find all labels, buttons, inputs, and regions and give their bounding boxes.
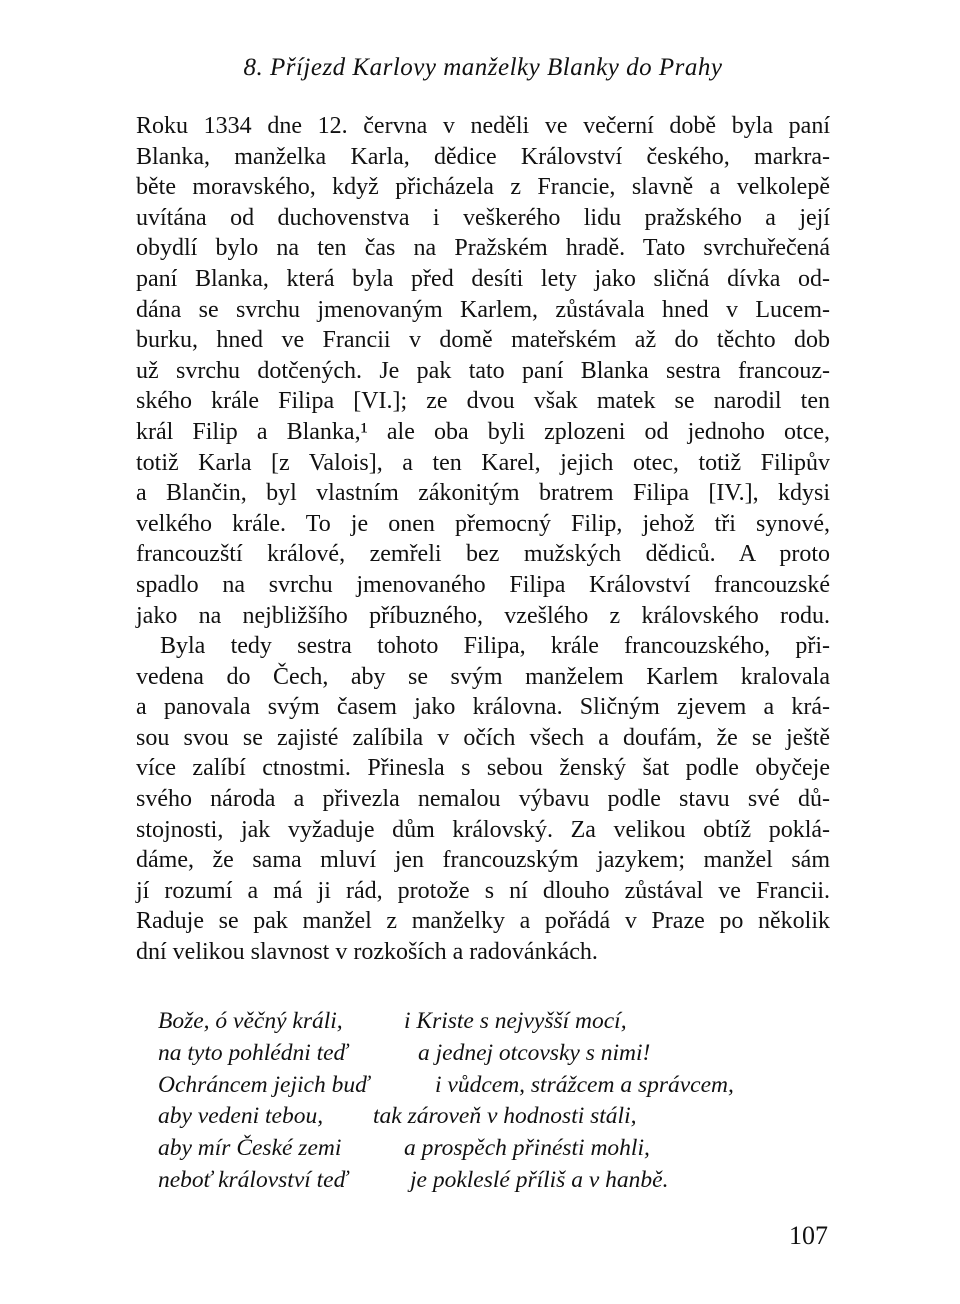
body-text: [136, 111, 830, 968]
text-line: jí rozumí a má ji rád, protože s ní dlouho zůstával ve Francii.: [136, 877, 830, 904]
text-line: více zalíbí ctnostmi. Přinesla s sebou ženský šat podle obyčeje: [136, 755, 830, 782]
poem-hemistich-second: tak zároveň v hodnosti stáli,: [373, 1103, 637, 1130]
poem-hemistich-first: aby vedeni tebou,: [158, 1103, 324, 1130]
text-line: a panovala svým časem jako královna. Sličným zjevem a krá-: [136, 694, 830, 721]
text-line: a Blančin, byl vlastním zákonitým bratrem Filipa [IV.], kdysi: [136, 480, 830, 507]
text-line: sou svou se zajisté zalíbila v očích všech a doufám, že se ještě: [136, 724, 830, 751]
text-line: král Filip a Blanka,¹ ale oba byli zplozeni od jednoho otce,: [136, 418, 830, 445]
text-line: paní Blanka, která byla před desíti lety jako sličná dívka od-: [136, 265, 830, 292]
text-line: už svrchu dotčených. Je pak tato paní Blanka sestra francouz-: [136, 357, 830, 384]
poem-line: [158, 1038, 838, 1070]
chapter-title: 8. Příjezd Karlovy manželky Blanky do Prahy: [243, 54, 723, 81]
text-line: Raduje se pak manžel z manželky a pořádá v Praze po několik: [136, 908, 830, 935]
text-line: francouzští králové, zemřeli bez mužských dědiců. A proto: [136, 541, 830, 568]
text-line: uvítána od duchovenstva i veškerého lidu pražského a její: [136, 204, 830, 231]
text-line: dní velikou slavnost v rozkoších a radovánkách.: [136, 939, 598, 966]
text-line: totiž Karla [z Valois], a ten Karel, jejich otec, totiž Filipův: [136, 449, 830, 476]
text-line: běte moravského, když přicházela z Francie, slavně a velkolepě: [136, 174, 830, 201]
text-line: dána se svrchu jmenovaným Karlem, zůstávala hned v Lucem-: [136, 296, 830, 323]
poem-hemistich-second: i Kriste s nejvyšší mocí,: [404, 1008, 627, 1034]
poem-hemistich-first: Bože, ó věčný králi,: [158, 1008, 343, 1034]
text-line: jako na nejbližšího příbuzného, vzešlého z královského rodu.: [136, 602, 830, 629]
text-line: Blanka, manželka Karla, dědice Království českého, markra-: [136, 143, 830, 170]
text-line: stojnosti, jak vyžaduje dům královský. Za velikou obtíž poklá-: [136, 816, 830, 843]
poem-hemistich-second: a prospěch přinésti mohli,: [404, 1135, 650, 1162]
paragraph-2: [136, 631, 830, 968]
poem-hemistich-first: neboť království teď: [158, 1166, 348, 1193]
poem-hemistich-first: na tyto pohlédni teď: [158, 1039, 348, 1066]
poem-line: [158, 1101, 838, 1133]
poem-hemistich-second: i vůdcem, strážcem a správcem,: [435, 1071, 734, 1098]
text-line: velkého krále. To je onen přemocný Filip, jehož tři synové,: [136, 510, 830, 537]
text-line: spadlo na svrchu jmenovaného Filipa Království francouzské: [136, 571, 830, 598]
poem: [158, 1006, 838, 1197]
text-line: obydlí bylo na ten čas na Pražském hradě. Tato svrchuřečená: [136, 235, 830, 262]
poem-hemistich-second: je pokleslé příliš a v hanbě.: [410, 1166, 669, 1193]
text-line: ského krále Filipa [VI.]; ze dvou však matek se narodil ten: [136, 388, 830, 415]
poem-line: [158, 1070, 838, 1102]
paragraph-1: [136, 111, 830, 631]
poem-hemistich-first: Ochráncem jejich buď: [158, 1071, 370, 1098]
page-number: 107: [789, 1221, 828, 1250]
text-line: dáme, že sama mluví jen francouzským jazykem; manžel sám: [136, 847, 830, 874]
poem-hemistich-first: aby mír České zemi: [158, 1135, 342, 1162]
text-line: Roku 1334 dne 12. června v neděli ve večerní době byla paní: [136, 113, 830, 139]
text-line: Byla tedy sestra tohoto Filipa, krále francouzského, při-: [160, 633, 830, 660]
text-line: vedena do Čech, aby se svým manželem Karlem kralovala: [136, 663, 830, 690]
poem-hemistich-second: a jednej otcovsky s nimi!: [418, 1039, 651, 1066]
text-line: burku, hned ve Francii v domě mateřském až do těchto dob: [136, 327, 830, 354]
poem-line: [158, 1006, 838, 1038]
poem-line: [158, 1165, 838, 1197]
poem-line: [158, 1133, 838, 1165]
text-line: svého národa a přivezla nemalou výbavu podle stavu své dů-: [136, 786, 830, 813]
